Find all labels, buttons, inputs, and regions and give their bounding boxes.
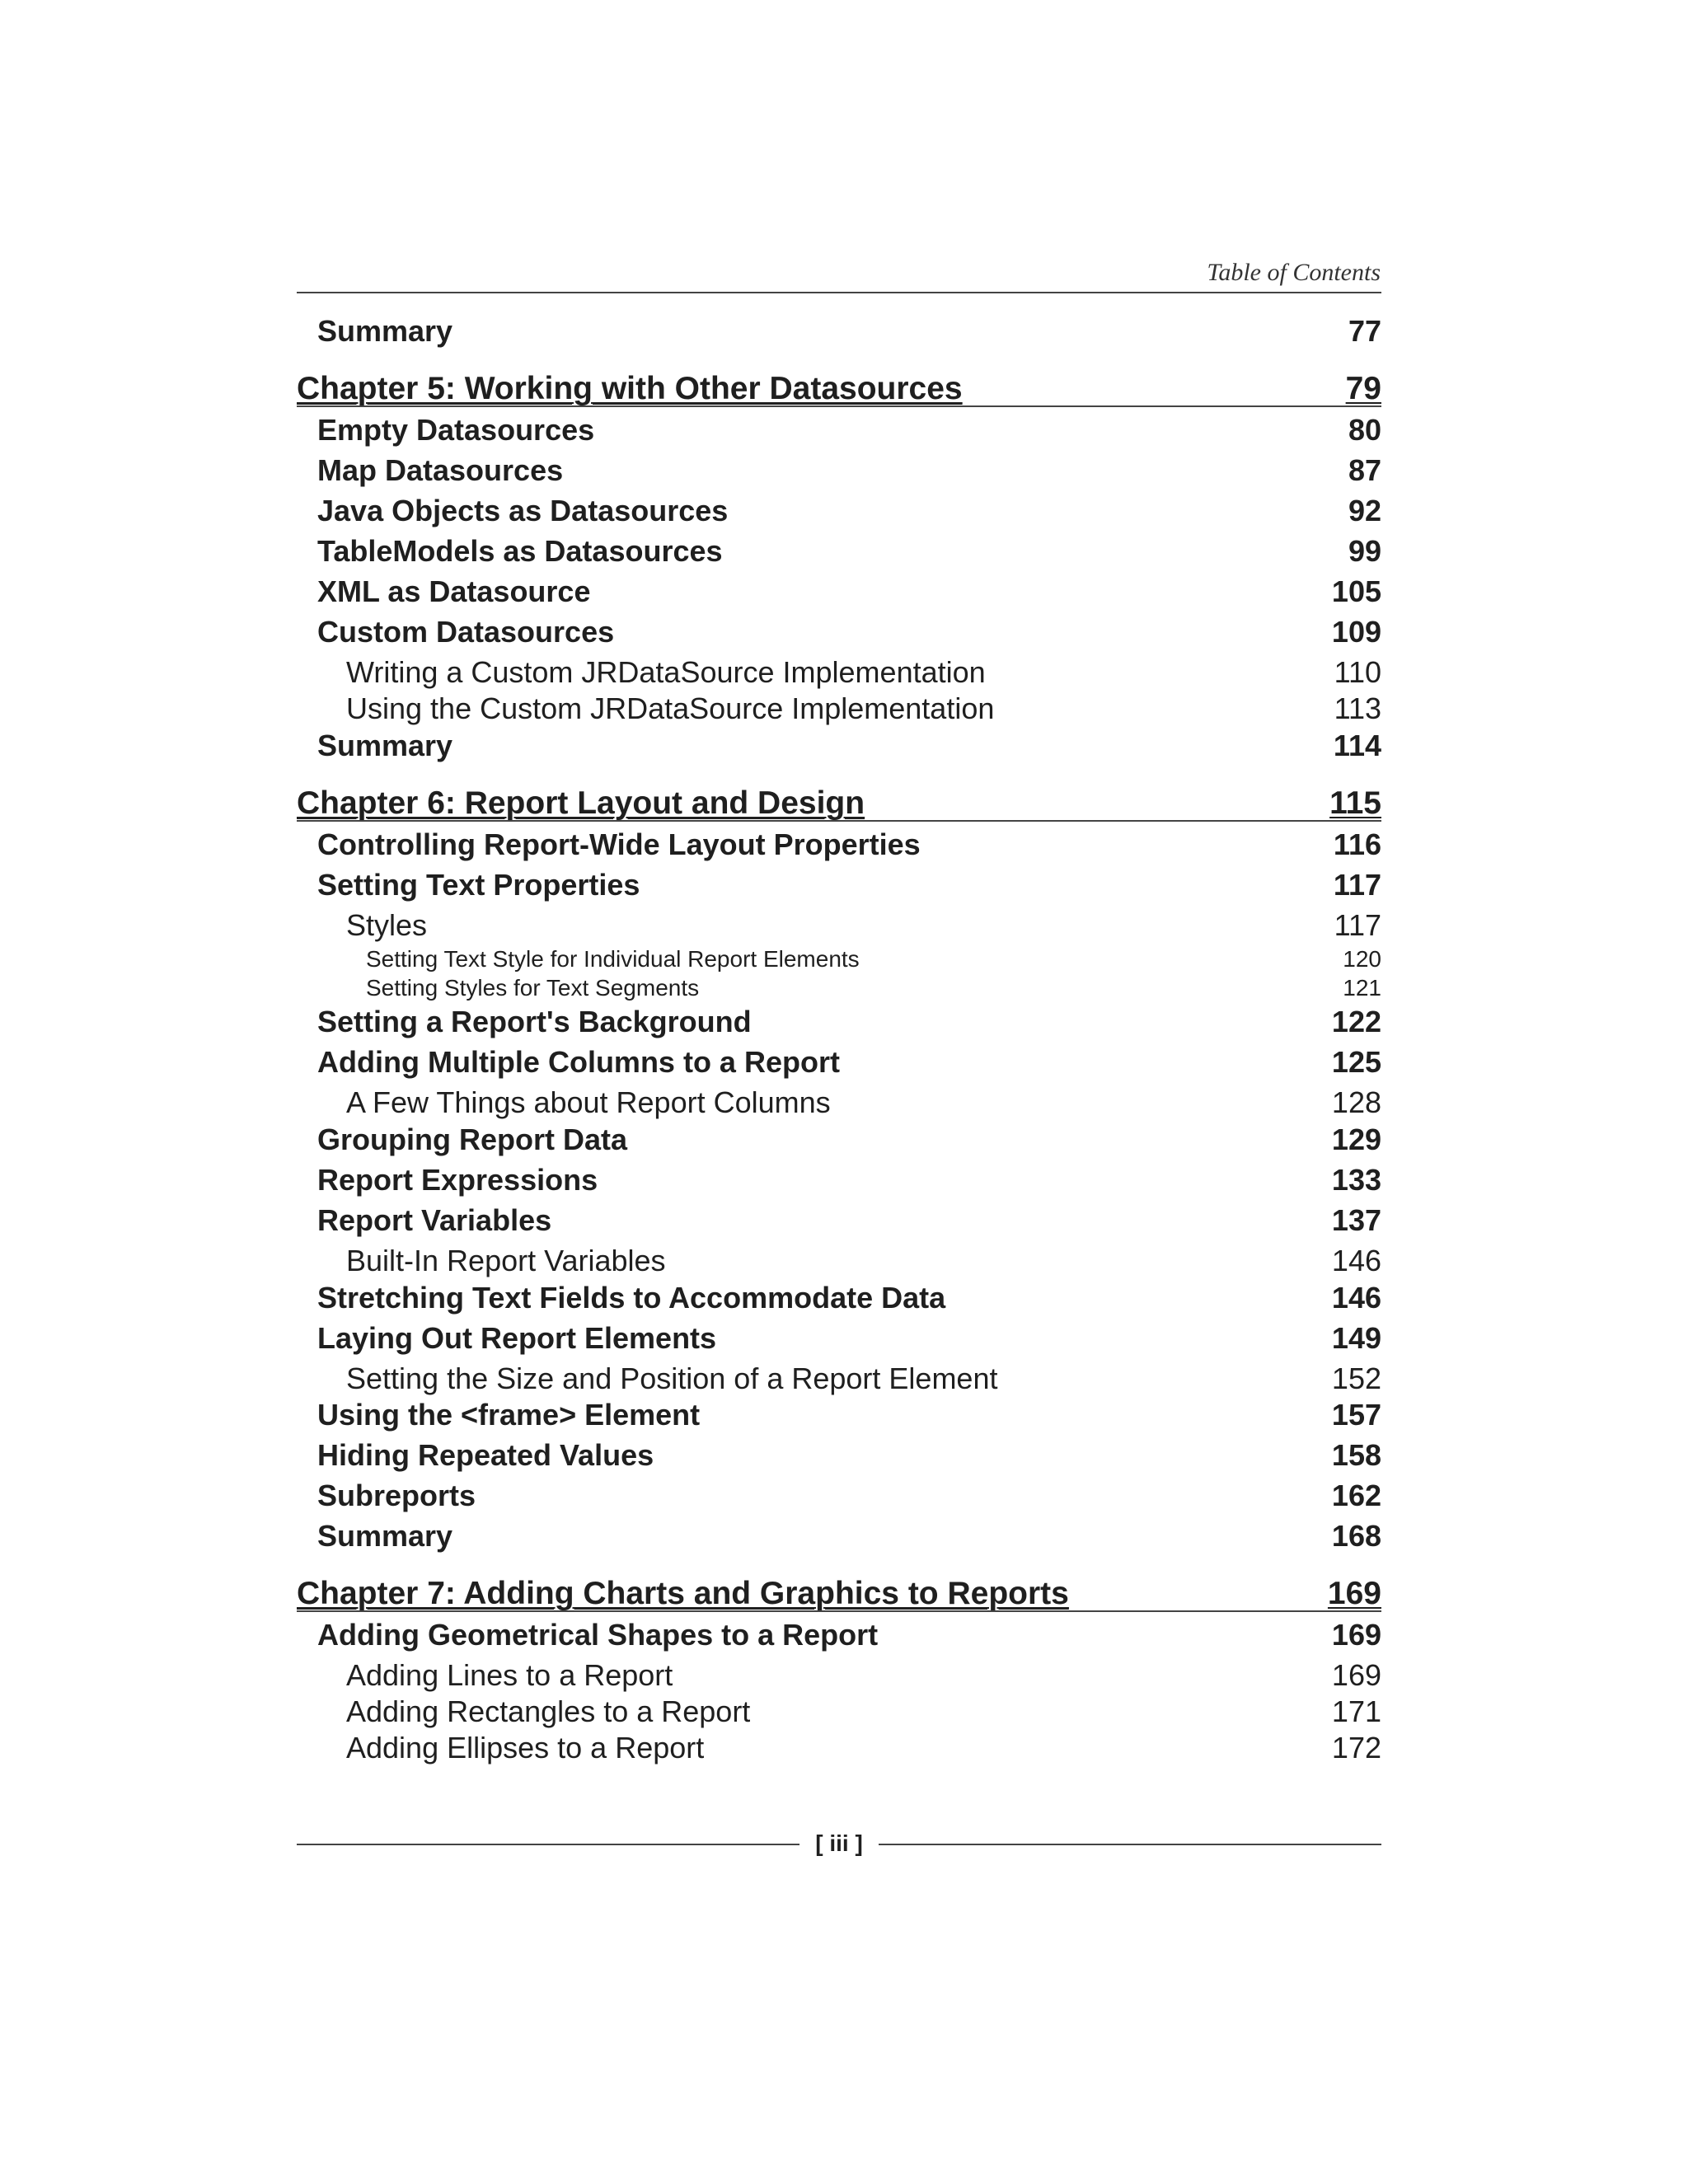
toc-entry-title: Laying Out Report Elements <box>317 1321 717 1355</box>
toc-subentry-title: A Few Things about Report Columns <box>346 1085 831 1119</box>
toc-entry[interactable] <box>297 1439 1381 1472</box>
toc-entry[interactable] <box>297 535 1381 568</box>
toc-entry-title: Summary <box>317 314 453 348</box>
toc-entry-title: Subreports <box>317 1479 476 1512</box>
toc-chapter-page: 169 <box>1327 1576 1381 1611</box>
running-header: Table of Contents <box>1207 259 1381 286</box>
toc-entry[interactable] <box>297 1005 1381 1038</box>
toc-entry[interactable] <box>297 414 1381 447</box>
toc-entry[interactable] <box>297 828 1381 861</box>
toc-entry[interactable] <box>297 1479 1381 1512</box>
toc-entry-page: 77 <box>1348 314 1381 348</box>
toc-entry[interactable] <box>297 869 1381 902</box>
toc-chapter-title: Chapter 7: Adding Charts and Graphics to Reports <box>297 1576 1069 1611</box>
toc-subentry-title: Built-In Report Variables <box>346 1244 666 1277</box>
toc-entry-page: 114 <box>1333 729 1381 762</box>
toc-subentry-title: Writing a Custom JRDataSource Implementation <box>346 655 986 689</box>
footer-rule-right <box>879 1844 1381 1845</box>
toc-entry-title: Empty Datasources <box>317 413 595 447</box>
toc-entry-page: 158 <box>1331 1438 1381 1472</box>
page-number: [ iii ] <box>815 1830 863 1856</box>
toc-subentry-title: Using the Custom JRDataSource Implementation <box>346 691 995 725</box>
toc-subentry-page: 110 <box>1334 655 1381 689</box>
toc-entry-title: Report Variables <box>317 1203 552 1237</box>
toc-entry-page: 116 <box>1333 827 1381 861</box>
toc-chapter-title: Chapter 6: Report Layout and Design <box>297 785 865 821</box>
toc-entry-title: Setting a Report's Background <box>317 1005 752 1038</box>
toc-chapter-page: 79 <box>1345 371 1381 406</box>
toc-entry-page: 122 <box>1331 1005 1381 1038</box>
toc-entry-page: 99 <box>1348 534 1381 568</box>
toc-subentry-page: 152 <box>1331 1361 1381 1395</box>
toc-subentry[interactable] <box>297 1695 1381 1728</box>
toc-subentry[interactable] <box>297 656 1381 689</box>
toc-entry-title: Stretching Text Fields to Accommodate Data <box>317 1281 946 1315</box>
toc-entry-page: 80 <box>1348 413 1381 447</box>
toc-entry-page: 168 <box>1331 1519 1381 1553</box>
toc-entry-page: 109 <box>1331 615 1381 649</box>
toc-entry[interactable] <box>297 494 1381 527</box>
toc-entry[interactable] <box>297 1520 1381 1553</box>
toc-entry-title: Custom Datasources <box>317 615 615 649</box>
toc-subsubentry-title: Setting Styles for Text Segments <box>366 975 700 1001</box>
toc-entry-page: 157 <box>1331 1398 1381 1432</box>
toc-entry-title: Map Datasources <box>317 453 564 487</box>
toc-entry-title: Java Objects as Datasources <box>317 494 729 527</box>
toc-subsubentry[interactable] <box>297 975 1381 1001</box>
toc-subentry[interactable] <box>297 692 1381 725</box>
toc-entry[interactable] <box>297 1322 1381 1355</box>
toc-entry-page: 149 <box>1331 1321 1381 1355</box>
toc-subentry-page: 171 <box>1331 1694 1381 1728</box>
toc-entry-title: Adding Geometrical Shapes to a Report <box>317 1618 879 1652</box>
toc-entry-page: 117 <box>1333 868 1381 902</box>
toc-subentry-title: Setting the Size and Position of a Report Element <box>346 1361 998 1395</box>
toc-subentry[interactable] <box>297 1086 1381 1119</box>
toc-entry-page: 125 <box>1331 1045 1381 1079</box>
toc-entry[interactable] <box>297 1619 1381 1652</box>
toc-entry-title: Grouping Report Data <box>317 1122 627 1156</box>
toc-subentry-page: 172 <box>1331 1731 1381 1765</box>
toc-entry-title: TableModels as Datasources <box>317 534 723 568</box>
toc-subentry-page: 117 <box>1334 908 1381 942</box>
toc-chapter[interactable] <box>297 787 1381 822</box>
toc-entry-page: 133 <box>1331 1163 1381 1197</box>
toc-subentry[interactable] <box>297 1244 1381 1277</box>
toc-subsubentry-page: 120 <box>1343 946 1381 972</box>
toc-entry-title: Report Expressions <box>317 1163 598 1197</box>
toc-entry-title: Using the <frame> Element <box>317 1398 701 1432</box>
toc-entry[interactable] <box>297 1399 1381 1432</box>
toc-entry[interactable] <box>297 729 1381 762</box>
toc-entry-title: Summary <box>317 1519 453 1553</box>
toc-chapter-title: Chapter 5: Working with Other Datasources <box>297 371 963 406</box>
toc-subentry-title: Adding Lines to a Report <box>346 1658 673 1692</box>
toc-entry[interactable] <box>297 616 1381 649</box>
toc-entry[interactable] <box>297 315 1381 348</box>
toc-entry-title: Controlling Report-Wide Layout Properties <box>317 827 921 861</box>
toc-subentry-page: 169 <box>1331 1658 1381 1692</box>
toc-subentry-title: Styles <box>346 908 428 942</box>
toc-subentry[interactable] <box>297 1659 1381 1692</box>
toc-entry-page: 92 <box>1348 494 1381 527</box>
toc-chapter[interactable] <box>297 1577 1381 1612</box>
page-footer <box>297 1827 1381 1860</box>
toc-subentry-title: Adding Rectangles to a Report <box>346 1694 751 1728</box>
toc-chapter-page: 115 <box>1329 785 1381 821</box>
toc-subsubentry[interactable] <box>297 946 1381 972</box>
toc-entry-page: 146 <box>1331 1281 1381 1315</box>
toc-entry-title: Hiding Repeated Values <box>317 1438 654 1472</box>
toc-subentry-page: 146 <box>1331 1244 1381 1277</box>
toc-entry[interactable] <box>297 1123 1381 1156</box>
toc-subentry[interactable] <box>297 1732 1381 1765</box>
toc-chapter[interactable] <box>297 373 1381 407</box>
toc-subentry-page: 128 <box>1331 1085 1381 1119</box>
toc-entry-page: 87 <box>1348 453 1381 487</box>
toc-subentry-title: Adding Ellipses to a Report <box>346 1731 705 1765</box>
toc-subentry[interactable] <box>297 1362 1381 1395</box>
toc-entry-page: 105 <box>1331 574 1381 608</box>
toc-entry-page: 129 <box>1331 1122 1381 1156</box>
toc-entry-title: XML as Datasource <box>317 574 591 608</box>
footer-rule-left <box>297 1844 799 1845</box>
toc-subsubentry-title: Setting Text Style for Individual Report Elements <box>366 946 860 972</box>
toc-entry-page: 137 <box>1331 1203 1381 1237</box>
toc-entry[interactable] <box>297 1204 1381 1237</box>
toc-entry[interactable] <box>297 1046 1381 1079</box>
toc-entry[interactable] <box>297 1164 1381 1197</box>
toc-entry[interactable] <box>297 1282 1381 1315</box>
toc-entry-title: Setting Text Properties <box>317 868 640 902</box>
toc-entry[interactable] <box>297 454 1381 487</box>
toc-entry-title: Summary <box>317 729 453 762</box>
toc-entry-page: 169 <box>1331 1618 1381 1652</box>
toc-subsubentry-page: 121 <box>1343 975 1381 1001</box>
toc-entry[interactable] <box>297 575 1381 608</box>
toc-subentry-page: 113 <box>1334 691 1381 725</box>
toc-subentry[interactable] <box>297 909 1381 942</box>
toc-entry-page: 162 <box>1331 1479 1381 1512</box>
toc-entry-title: Adding Multiple Columns to a Report <box>317 1045 840 1079</box>
